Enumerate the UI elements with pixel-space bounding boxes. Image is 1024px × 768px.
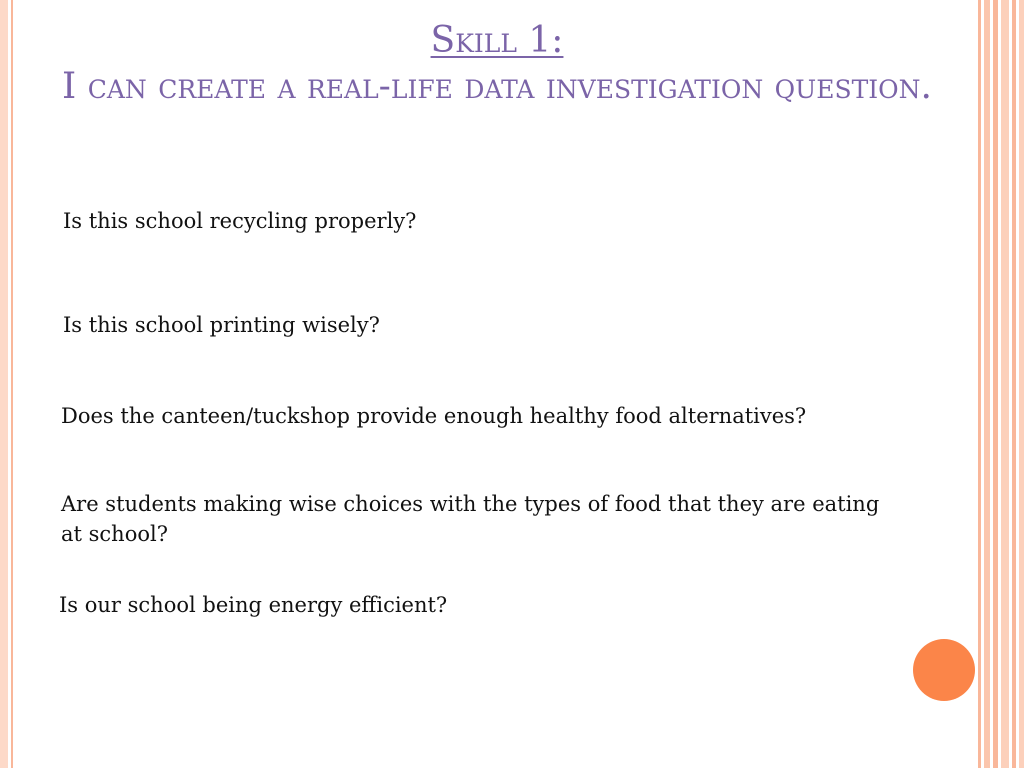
right-border-stripe bbox=[993, 0, 998, 768]
question-printing: Is this school printing wisely? bbox=[63, 313, 380, 337]
slide-title-statement: I can create a real-life data investigation question. bbox=[62, 66, 932, 107]
orange-circle-decoration bbox=[913, 639, 975, 701]
slide-title bbox=[30, 18, 964, 110]
left-border-line bbox=[11, 0, 13, 768]
question-food-choices: Are students making wise choices with the types of food that they are eating at school? bbox=[61, 492, 880, 546]
right-border-stripe bbox=[1012, 0, 1016, 768]
question-canteen: Does the canteen/tuckshop provide enough healthy food alternatives? bbox=[61, 404, 807, 428]
right-border-stripe bbox=[984, 0, 990, 768]
right-border-stripe bbox=[1019, 0, 1024, 768]
question-recycling: Is this school recycling properly? bbox=[63, 209, 417, 233]
right-border-stripe bbox=[978, 0, 981, 768]
slide-title-skill[interactable]: Skill 1: bbox=[430, 20, 564, 61]
left-border-bar bbox=[0, 0, 8, 768]
right-border-stripe bbox=[1001, 0, 1009, 768]
question-energy: Is our school being energy efficient? bbox=[59, 593, 448, 617]
